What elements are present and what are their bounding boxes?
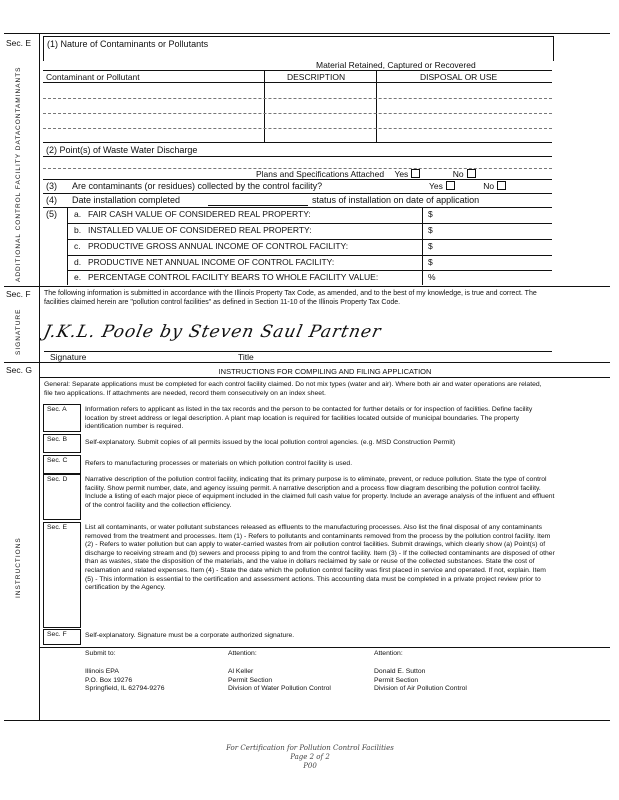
divider xyxy=(67,207,68,285)
item1-label: (1) Nature of Contaminants or Pollutants xyxy=(47,39,209,49)
general-instructions: General: Separate applications must be completed for each control facility claimed. Do not mix types (water and air). Where both air and water operations are related, file two applications. If attachments are needed, record them consecutively on an index sheet. xyxy=(44,381,542,397)
attention-line: Donald E. Sutton xyxy=(374,668,426,675)
item5-text: FAIR CASH VALUE OF CONSIDERED REAL PROPERTY: xyxy=(88,209,311,219)
item5-text: PERCENTAGE CONTROL FACILITY BEARS TO WHOLE FACILITY VALUE: xyxy=(88,272,379,282)
item5-row xyxy=(74,257,544,267)
sec-e-label: Sec. E xyxy=(6,38,32,48)
divider xyxy=(67,223,552,224)
blank-row xyxy=(43,128,552,129)
plans-yes-checkbox[interactable] xyxy=(411,169,420,178)
sec-f-text: Self-explanatory. Signature must be a corporate authorized signature. xyxy=(85,632,295,639)
attention-line: Division of Water Pollution Control xyxy=(228,685,331,693)
footer-line: P00 xyxy=(303,762,317,770)
item3-options xyxy=(429,181,506,191)
item5-text: PRODUCTIVE NET ANNUAL INCOME OF CONTROL FACILITY: xyxy=(88,257,335,267)
address-line: Illinois EPA xyxy=(85,668,119,675)
sec-f-statement: The following information is submitted in accordance with the Illinois Property Tax Code, as amended, and to the best of my knowledge, is true and correct. The facilities claimed herein are "pollution control facilities" as defined in Section 11-10 of the Illinois Property Tax Code. xyxy=(44,290,537,306)
signature-label: Signature xyxy=(50,352,87,362)
item3-text: Are contaminants (or residues) collected by the control facility? xyxy=(72,181,323,191)
attention-line: Division of Air Pollution Control xyxy=(374,685,467,693)
blank-row xyxy=(43,113,552,114)
sec-b-label: Sec. B xyxy=(47,436,68,443)
item3-no-label: No xyxy=(483,181,495,191)
sec-c-text: Refers to manufacturing processes or materials on which pollution control facility is used. xyxy=(85,460,353,467)
divider xyxy=(43,207,552,208)
sec-a-label: Sec. A xyxy=(47,406,67,413)
instructions-title: INSTRUCTIONS FOR COMPILING AND FILING APPLICATION xyxy=(218,367,432,376)
attention-line: Permit Section xyxy=(228,676,273,684)
col-contaminant: Contaminant or Pollutant xyxy=(46,72,140,82)
footer-line: Page 2 of 2 xyxy=(290,753,330,761)
address-line: Springfield, IL 62794-9276 xyxy=(85,685,165,693)
divider xyxy=(264,70,265,142)
date-blank[interactable] xyxy=(208,205,308,206)
divider xyxy=(43,142,552,143)
plans-no-label: No xyxy=(452,169,464,179)
plans-yes-label: Yes xyxy=(394,169,409,179)
sec-e-instr-label: Sec. E xyxy=(47,524,68,531)
divider xyxy=(39,647,610,648)
divider xyxy=(39,362,40,720)
divider xyxy=(4,362,610,363)
divider xyxy=(67,270,552,271)
footer-line: For Certification for Pollution Control Facilities xyxy=(226,744,394,752)
item3-num: (3) xyxy=(46,181,57,191)
divider xyxy=(67,239,552,240)
sec-a-text: Information refers to applicant as listed in the tax records and the person to be contacted for further details or for inspection of facilities. Define facility location by street address or legal description. A plant map location is required for facilities located outside of municipal boundaries. The property identification number is required. xyxy=(85,406,533,430)
attention-line: Al Keller xyxy=(228,668,254,675)
sec-b-text: Self-explanatory. Submit copies of all permits issued by the local pollution control agencies. (e.g. MSD Construction Permit) xyxy=(85,439,456,446)
item5-text: PRODUCTIVE GROSS ANNUAL INCOME OF CONTROL FACILITY: xyxy=(88,241,349,251)
item5-unit: $ xyxy=(428,257,433,267)
side-additional-data: ADDITIONAL CONTROL FACILITY DATA xyxy=(15,129,22,282)
plans-label: Plans and Specifications Attached xyxy=(256,169,385,179)
item3-yes-label: Yes xyxy=(429,181,443,191)
divider xyxy=(39,377,610,378)
divider xyxy=(43,179,552,180)
attention-line: Permit Section xyxy=(374,676,419,684)
item5-unit: $ xyxy=(428,225,433,235)
address-line: P.O. Box 19276 xyxy=(85,676,133,684)
item5-text: INSTALLED VALUE OF CONSIDERED REAL PROPERTY: xyxy=(88,225,312,235)
signature-handwriting: J.K.L. Poole by Steven Saul Partner xyxy=(41,322,384,342)
material-header: Material Retained, Captured or Recovered xyxy=(316,60,476,70)
attention2-label: Attention: xyxy=(374,650,403,657)
sec-c-label: Sec. C xyxy=(47,457,68,464)
item5-letter: a. xyxy=(74,209,82,219)
side-instructions: INSTRUCTIONS xyxy=(15,537,22,598)
item5-letter: b. xyxy=(74,225,82,235)
page-footer xyxy=(150,744,470,771)
item4-num: (4) xyxy=(46,195,57,205)
side-contaminants: CONTAMINANTS xyxy=(15,66,22,130)
divider xyxy=(39,286,40,362)
divider xyxy=(43,82,552,83)
item5-unit: $ xyxy=(428,209,433,219)
sec-d-label: Sec. D xyxy=(47,476,68,483)
item5-letter: c. xyxy=(74,241,81,251)
item5-row xyxy=(74,241,544,251)
attention1-label: Attention: xyxy=(228,650,257,657)
divider xyxy=(43,156,552,157)
item4-text-b: status of installation on date of application xyxy=(312,195,480,205)
divider xyxy=(43,70,552,71)
divider xyxy=(4,286,610,287)
submit-address xyxy=(85,668,164,694)
sec-f-label: Sec. F xyxy=(6,289,31,299)
col-description: DESCRIPTION xyxy=(287,72,346,82)
plans-attached xyxy=(256,169,476,179)
item3-yes-checkbox[interactable] xyxy=(446,181,455,190)
sec-g-label: Sec. G xyxy=(6,365,32,375)
submit-label: Submit to: xyxy=(85,650,116,657)
sec-f-instr-label: Sec. F xyxy=(47,631,67,638)
divider xyxy=(43,193,552,194)
item5-letter: d. xyxy=(74,257,82,267)
attention1-block xyxy=(228,668,331,694)
item5-letter: e. xyxy=(74,272,82,282)
blank-row xyxy=(43,98,552,99)
divider xyxy=(4,720,610,721)
sec-e-text: List all contaminants, or water pollutant substances released as effluents to the manufacturing processes. Also list the final disposal of any contaminants removed from the treatment and processes. Item (1) - Refers to pollutants and contaminants removed from the process by the pollution control facility. Item (2) - Refers to water pollution but can apply to water-carried wastes from air pollution control facilities. Submit drawings, which clearly show (a) Point(s) of discharge to receiving stream and (b) sewers and process piping to and from the control facility. Item (3) - If the collected contaminants are disposed of other than as wastes, state the disposition of the materials, and the value in dollars reclaimed by sale or reuse of the collected substances. State the cost of reclamation and related expenses. Item (4) - State the date which the pollution control facility was first placed in service and operated. If not, explain. Item (5) - This information is essential to the certification and assessment actions. This accounting data must be completed in a private project review prior to certification by the Agency. xyxy=(85,524,555,592)
item5-row xyxy=(74,209,544,219)
sec-e-box xyxy=(43,522,81,628)
item5-unit: % xyxy=(428,272,436,282)
side-signature: SIGNATURE xyxy=(15,308,22,355)
divider xyxy=(67,255,552,256)
signature-line xyxy=(44,351,552,352)
divider xyxy=(39,33,40,293)
item3-no-checkbox[interactable] xyxy=(497,181,506,190)
col-disposal: DISPOSAL OR USE xyxy=(420,72,498,82)
item4-text-a: Date installation completed xyxy=(72,195,181,205)
item5-row xyxy=(74,272,544,282)
item2-label: (2) Point(s) of Waste Water Discharge xyxy=(46,145,198,155)
plans-no-checkbox[interactable] xyxy=(467,169,476,178)
divider xyxy=(376,70,377,142)
item5-unit: $ xyxy=(428,241,433,251)
title-label: Title xyxy=(238,352,254,362)
attention2-block xyxy=(374,668,467,694)
item5-row xyxy=(74,225,544,235)
item5-num: (5) xyxy=(46,209,57,219)
sec-d-text: Narrative description of the pollution control facility, indicating that its primary purpose is to eliminate, prevent, or reduce pollution. State the type of control facility. Show permit number, date, and agency issuing permit. A narrative description and a process flow diagram describing the pollution control facility. Include a listing of each major piece of equipment included in the claimed full cash value for property. Include an average analysis of the influent and effluent of the control facility and the collection efficiency. xyxy=(85,476,555,509)
divider xyxy=(4,33,610,34)
